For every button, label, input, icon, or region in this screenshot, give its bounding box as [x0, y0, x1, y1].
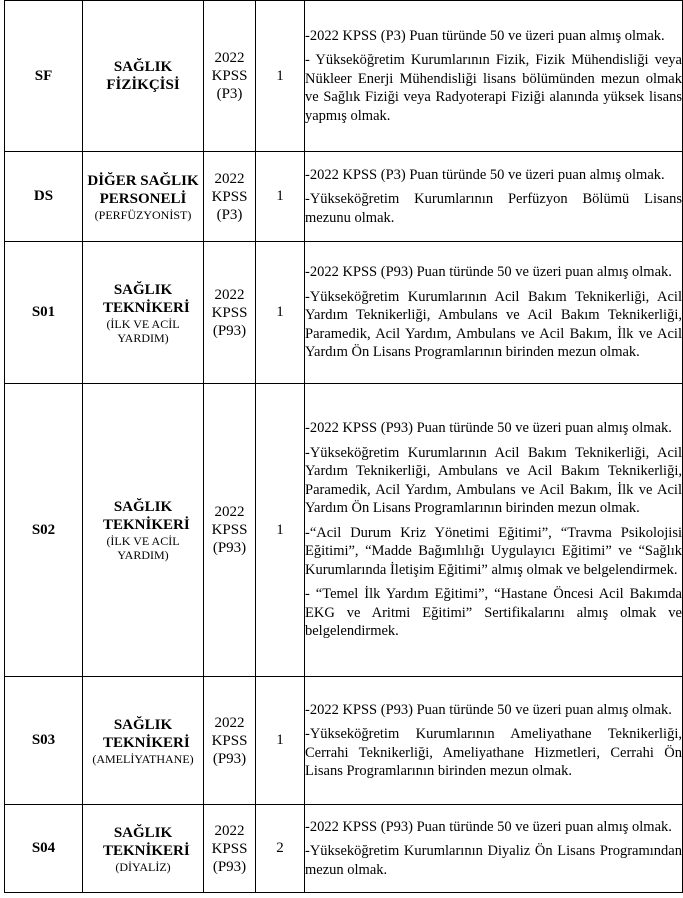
exam-cell [204, 152, 256, 242]
table-row [5, 384, 683, 677]
exam-year: 2022 [214, 50, 245, 66]
requirement-item: -2022 KPSS (P93) Puan türünde 50 ve üzeri puan almış olmak. [305, 701, 672, 718]
requirement-item: -2022 KPSS (P93) Puan türünde 50 ve üzeri puan almış olmak. [305, 264, 672, 281]
exam-type: (P93) [212, 750, 247, 767]
position-code: S02 [5, 384, 83, 677]
position-code: SF [5, 1, 83, 152]
requirements-cell [305, 805, 683, 893]
table-row [5, 242, 683, 384]
requirement-item: -“Acil Durum Kriz Yönetimi Eğitimi”, “Travma Psikolojisi Eğitimi”, “Madde Bağımlılığı Uygulayıcı Eğitimi” ve “Sağlık Kurumlarında İletişim Eğitimi” almış olmak ve belgelendirmek. [305, 524, 682, 578]
exam-name: KPSS [211, 68, 248, 84]
exam-cell [204, 1, 256, 152]
requirements-cell [305, 1, 683, 152]
position-title: SAĞLIK TEKNİKERİ [103, 281, 190, 316]
position-title-cell [83, 1, 204, 152]
exam-year: 2022 [214, 170, 245, 187]
exam-year: 2022 [214, 714, 245, 731]
position-title-cell [83, 677, 204, 805]
exam-cell [204, 805, 256, 893]
requirement-item: -Yükseköğretim Kurumlarının Perfüzyon Bölümü Lisans mezunu olmak. [305, 191, 682, 226]
position-subtitle: (AMELİYATHANE) [92, 751, 194, 766]
exam-name: KPSS [211, 188, 248, 205]
position-subtitle: (İLK VE ACİL YARDIM) [106, 316, 180, 345]
position-title-cell [83, 242, 204, 384]
quota: 1 [256, 677, 305, 805]
table-row [5, 805, 683, 893]
quota: 2 [256, 805, 305, 893]
requirement-item: -2022 KPSS (P93) Puan türünde 50 ve üzeri puan almış olmak. [305, 420, 672, 437]
position-title: SAĞLIK TEKNİKERİ [103, 716, 190, 751]
requirement-item: - “Temel İlk Yardım Eğitimi”, “Hastane Öncesi Acil Bakımda EKG ve Aritmi Eğitimi” Sertifikalarını almış olmak ve belgelendirmek. [305, 586, 682, 640]
exam-cell [204, 242, 256, 384]
exam-cell [204, 677, 256, 805]
requirements-cell [305, 152, 683, 242]
positions-table [4, 0, 683, 893]
table-row [5, 1, 683, 152]
requirement-item: -2022 KPSS (P3) Puan türünde 50 ve üzeri puan almış olmak. [305, 27, 665, 44]
exam-cell [204, 384, 256, 677]
quota: 1 [256, 384, 305, 677]
position-code: S01 [5, 242, 83, 384]
position-title: DİĞER SAĞLIK PERSONELİ [87, 172, 199, 207]
exam-name: KPSS [211, 522, 248, 538]
position-code: DS [5, 152, 83, 242]
exam-type: (P3) [216, 206, 243, 223]
requirement-item: -2022 KPSS (P93) Puan türünde 50 ve üzeri puan almış olmak. [305, 818, 672, 835]
position-title: SAĞLIK TEKNİKERİ [103, 824, 190, 859]
requirement-item: -Yükseköğretim Kurumlarının Acil Bakım Teknikerliği, Acil Yardım Teknikerliği, Ambulans ve Acil Bakım Teknikerliği, Paramedik, Acil Yardım, Ambulans ve Acil Bakım, İlk ve Acil Yardım Ön Lisans Programlarının birinden mezun olmak. [305, 288, 682, 361]
exam-name: KPSS [211, 304, 248, 321]
position-title-cell [83, 384, 204, 677]
exam-name: KPSS [211, 732, 248, 749]
quota: 1 [256, 152, 305, 242]
position-subtitle: (DİYALİZ) [115, 859, 171, 874]
requirement-item: -2022 KPSS (P3) Puan türünde 50 ve üzeri puan almış olmak. [305, 166, 665, 183]
requirement-item: - Yükseköğretim Kurumlarının Fizik, Fizik Mühendisliği veya Nükleer Enerji Mühendisliği lisans bölümünden mezun olmak ve Sağlık Fiziği veya Radyoterapi Fiziği alanında yüksek lisans yapmış olmak. [305, 52, 682, 124]
position-subtitle: (İLK VE ACİL YARDIM) [106, 534, 180, 562]
requirements-cell [305, 677, 683, 805]
position-title: SAĞLIK FİZİKÇİSİ [106, 59, 180, 93]
exam-year: 2022 [214, 504, 245, 520]
requirement-item: -Yükseköğretim Kurumlarının Acil Bakım Teknikerliği, Acil Yardım Teknikerliği, Ambulans ve Acil Bakım Teknikerliği, Paramedik, Acil Yardım, Ambulans ve Acil Bakım, İlk ve Acil Yardım Ön Lisans Programlarının birinden mezun olmak. [305, 444, 682, 517]
exam-name: KPSS [211, 840, 248, 857]
requirement-item: -Yükseköğretim Kurumlarının Ameliyathane Teknikerliği, Cerrahi Teknikerliği, Ameliyathane Hizmetleri, Cerrahi Ön Lisans Programlarının birinden mezun olmak. [305, 726, 682, 779]
exam-type: (P3) [216, 86, 243, 102]
table-row [5, 677, 683, 805]
requirement-item: -Yükseköğretim Kurumlarının Diyaliz Ön Lisans Programından mezun olmak. [305, 843, 682, 878]
position-title-cell [83, 805, 204, 893]
position-code: S04 [5, 805, 83, 893]
position-title: SAĞLIK TEKNİKERİ [103, 499, 190, 533]
exam-year: 2022 [214, 822, 245, 839]
exam-type: (P93) [212, 540, 247, 556]
requirements-cell [305, 384, 683, 677]
quota: 1 [256, 242, 305, 384]
exam-year: 2022 [214, 286, 245, 303]
position-title-cell [83, 152, 204, 242]
requirements-cell [305, 242, 683, 384]
table-row [5, 152, 683, 242]
position-code: S03 [5, 677, 83, 805]
exam-type: (P93) [212, 858, 247, 875]
exam-type: (P93) [212, 322, 247, 339]
quota: 1 [256, 1, 305, 152]
position-subtitle: (PERFÜZYONİST) [94, 207, 192, 222]
